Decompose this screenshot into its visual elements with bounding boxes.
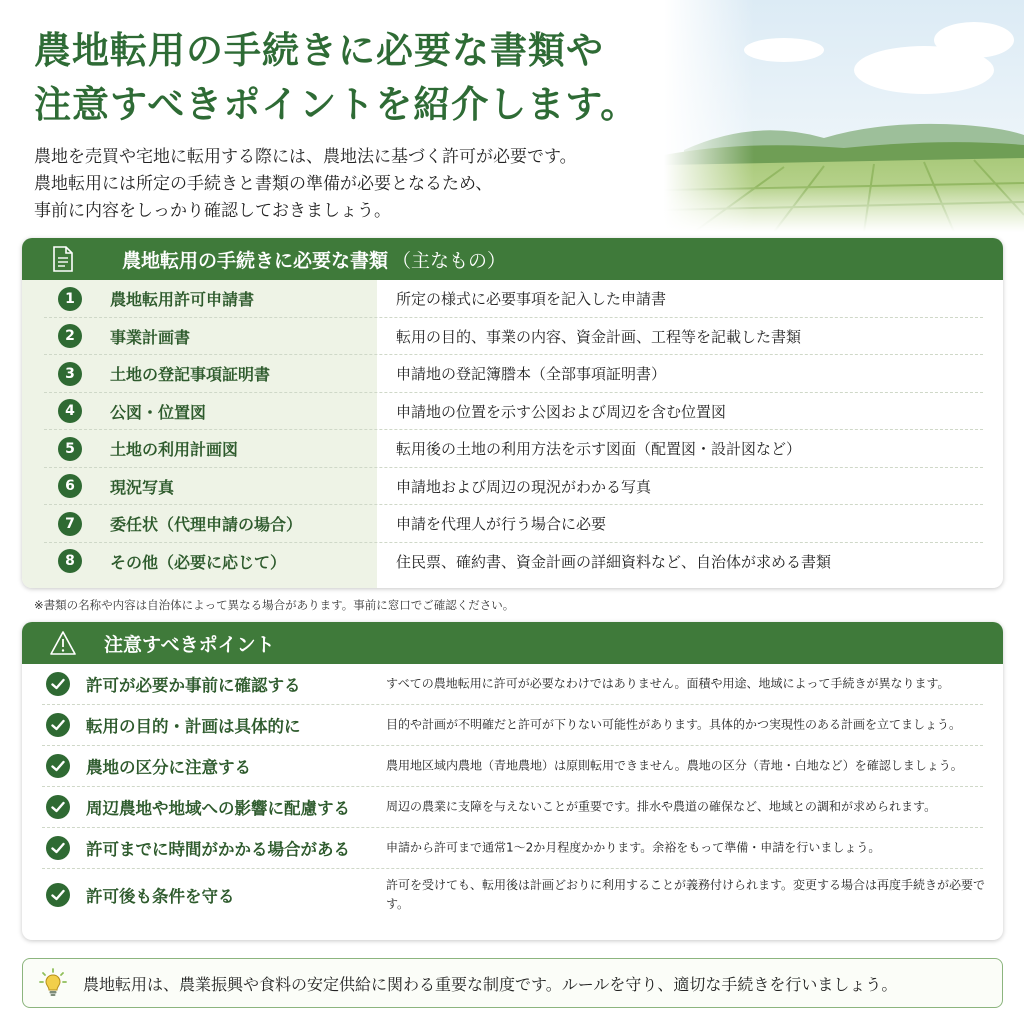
point-row <box>42 746 983 787</box>
point-title: 農地の区分に注意する <box>86 758 251 777</box>
intro-line-3: 事前に内容をしっかり確認しておきましょう。 <box>34 201 391 221</box>
point-row <box>42 869 986 921</box>
point-row <box>42 664 983 705</box>
intro-line-1: 農地を売買や宅地に転用する際には、農地法に基づく許可が必要です。 <box>34 147 577 167</box>
document-name: 土地の利用計画図 <box>110 440 239 460</box>
check-circle-icon <box>46 713 70 737</box>
point-description: 周辺の農業に支障を与えないことが重要です。排水や農道の確保など、地域との調和が求められます。 <box>386 799 937 814</box>
point-title: 許可までに時間がかかる場合がある <box>86 840 350 859</box>
footer-message: 農地転用は、農業振興や食料の安定供給に関わる重要な制度です。ルールを守り、適切な手続きを行いましょう。 <box>83 974 898 994</box>
document-row <box>22 280 1003 318</box>
document-icon <box>48 244 78 274</box>
document-name: 事業計画書 <box>110 327 191 347</box>
documents-note: ※書類の名称や内容は自治体によって異なる場合があります。事前に窓口でご確認ください。 <box>34 598 515 612</box>
document-description: 転用の目的、事業の内容、資金計画、工程等を記載した書類 <box>396 327 802 346</box>
number-badge: 2 <box>58 324 82 348</box>
point-row <box>42 828 983 869</box>
point-description: 申請から許可まで通常1〜2か月程度かかります。余裕をもって準備・申請を行いましょう。 <box>386 840 881 855</box>
check-circle-icon <box>46 836 70 860</box>
footer-message-box <box>22 958 1003 1008</box>
document-row <box>22 543 1003 581</box>
document-row <box>22 355 1003 393</box>
number-badge: 5 <box>58 437 82 461</box>
document-name: 委任状（代理申請の場合） <box>110 515 303 535</box>
document-description: 申請地の位置を示す公図および周辺を含む位置図 <box>396 402 727 421</box>
document-name: 土地の登記事項証明書 <box>110 365 271 385</box>
document-description: 申請地および周辺の現況がわかる写真 <box>396 477 652 496</box>
document-description: 所定の様式に必要事項を記入した申請書 <box>396 290 667 309</box>
document-name: 公図・位置図 <box>110 402 207 422</box>
farmland-landscape-illustration <box>664 0 1024 232</box>
point-title: 許可後も条件を守る <box>86 887 235 906</box>
document-description: 転用後の土地の利用方法を示す図面（配置図・設計図など） <box>396 440 802 459</box>
point-description: すべての農地転用に許可が必要なわけではありません。面積や用途、地域によって手続きが異なります。 <box>386 676 950 691</box>
document-name: その他（必要に応じて） <box>110 552 287 572</box>
page-title-line-2: 注意すべきポイントを紹介します。 <box>34 83 639 126</box>
document-name: 現況写真 <box>110 477 175 497</box>
document-row <box>22 505 1003 543</box>
required-documents-panel <box>22 238 1003 588</box>
intro-text <box>34 144 694 225</box>
document-row <box>22 318 1003 356</box>
number-badge: 7 <box>58 512 82 536</box>
page-title <box>34 24 684 132</box>
document-name: 農地転用許可申請書 <box>110 290 255 310</box>
document-row <box>22 393 1003 431</box>
check-circle-icon <box>46 795 70 819</box>
points-panel-header <box>22 622 1003 664</box>
point-description: 目的や計画が不明確だと許可が下りない可能性があります。具体的かつ実現性のある計画を立てましょう。 <box>386 717 962 732</box>
point-row <box>42 705 983 746</box>
check-circle-icon <box>46 754 70 778</box>
point-title: 転用の目的・計画は具体的に <box>86 717 301 736</box>
point-description: 農用地区域内農地（青地農地）は原則転用できません。農地の区分（青地・白地など）を確認しましょう。 <box>386 758 963 773</box>
points-list <box>22 664 1003 921</box>
point-description: 許可を受けても、転用後は計画どおりに利用することが義務付けられます。変更する場合は再度手続きが必要です。 <box>386 878 986 911</box>
number-badge: 1 <box>58 287 82 311</box>
caution-points-panel <box>22 622 1003 940</box>
lightbulb-icon <box>37 967 69 999</box>
document-description: 申請地の登記簿謄本（全部事項証明書） <box>396 365 667 384</box>
warning-icon <box>48 628 78 658</box>
check-circle-icon <box>46 883 70 907</box>
hero-section <box>0 0 1024 232</box>
document-row <box>22 430 1003 468</box>
intro-line-2: 農地転用には所定の手続きと書類の準備が必要となるため、 <box>34 174 493 194</box>
document-description: 申請を代理人が行う場合に必要 <box>396 515 607 534</box>
number-badge: 8 <box>58 549 82 573</box>
number-badge: 6 <box>58 474 82 498</box>
documents-panel-subtitle: （主なもの） <box>392 249 507 272</box>
points-panel-title: 注意すべきポイント <box>104 633 275 656</box>
point-title: 許可が必要か事前に確認する <box>86 676 301 695</box>
documents-panel-header <box>22 238 1003 280</box>
page-title-line-1: 農地転用の手続きに必要な書類や <box>34 29 604 72</box>
number-badge: 3 <box>58 362 82 386</box>
document-row <box>22 468 1003 506</box>
documents-list <box>22 280 1003 580</box>
document-description: 住民票、確約書、資金計画の詳細資料など、自治体が求める書類 <box>396 552 832 571</box>
point-row <box>42 787 983 828</box>
point-title: 周辺農地や地域への影響に配慮する <box>86 799 350 818</box>
number-badge: 4 <box>58 399 82 423</box>
documents-panel-title: 農地転用の手続きに必要な書類 <box>122 249 389 272</box>
check-circle-icon <box>46 672 70 696</box>
